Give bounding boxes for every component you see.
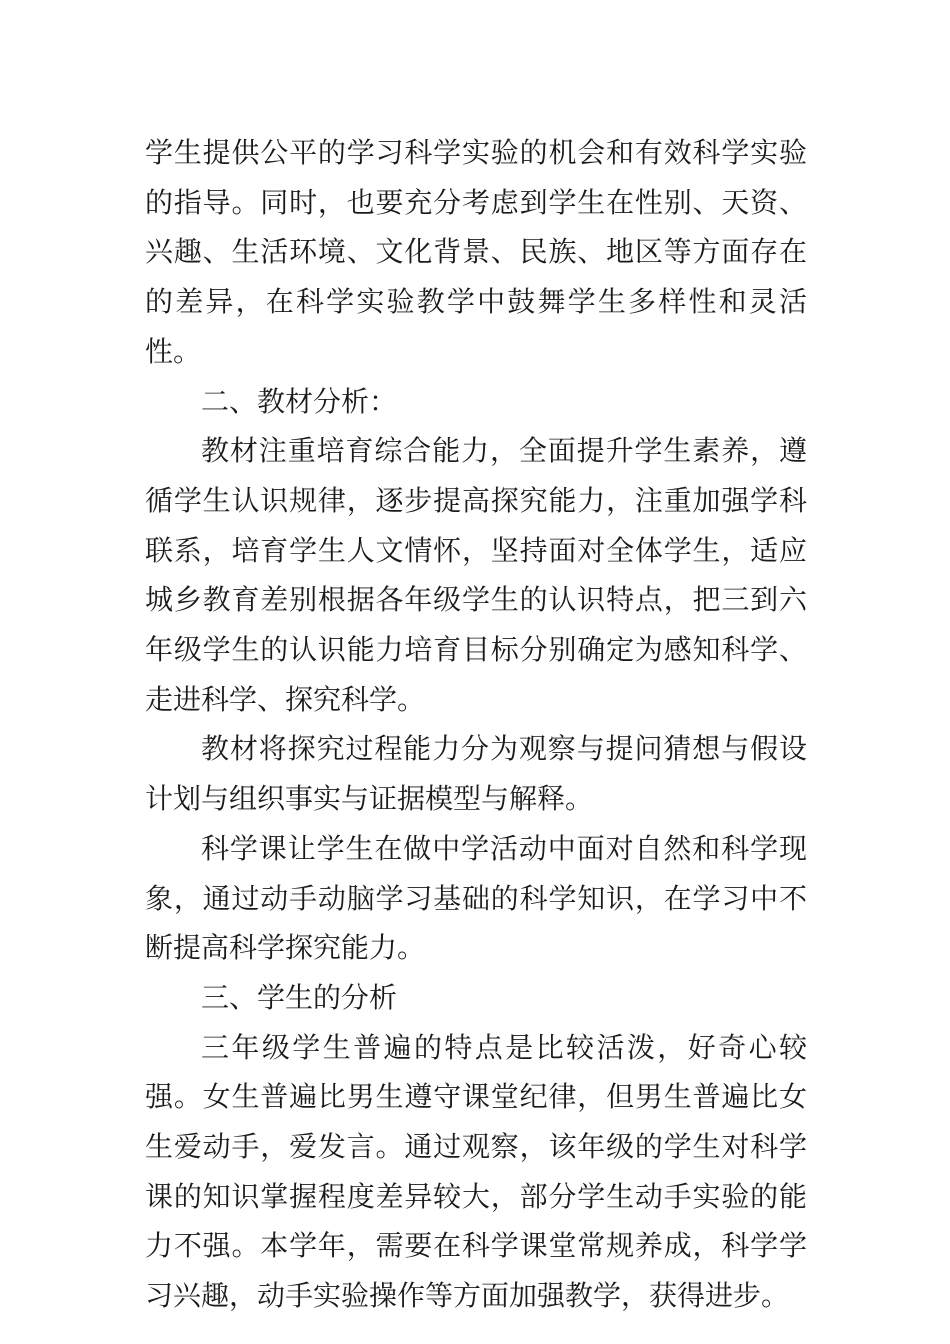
paragraph-science-class: 科学课让学生在做中学活动中面对自然和科学现象，通过动手动脑学习基础的科学知识，在学习中不断提高科学探究能力。 <box>145 831 807 965</box>
document-body <box>145 128 807 1321</box>
paragraph-textbook-focus: 教材注重培育综合能力，全面提升学生素养，遵循学生认识规律，逐步提高探究能力，注重加强学科联系，培育学生人文情怀，坚持面对全体学生，适应城乡教育差别根据各年级学生的认识特点，把三到六年级学生的认识能力培育目标分别确定为感知科学、走进科学、探究科学。 <box>145 434 807 716</box>
paragraph-inquiry-abilities: 教材将探究过程能力分为观察与提问猜想与假设计划与组织事实与证据模型与解释。 <box>145 732 807 816</box>
section-heading-textbook-analysis: 二、教材分析： <box>201 384 398 418</box>
paragraph-student-traits: 三年级学生普遍的特点是比较活泼，好奇心较强。女生普遍比男生遵守课堂纪律，但男生普遍比女生爱动手，爱发言。通过观察，该年级的学生对科学课的知识掌握程度差异较大，部分学生动手实验的能力不强。本学年，需要在科学课堂常规养成，科学学习兴趣，动手实验操作等方面加强教学，获得进步。 <box>145 1030 807 1313</box>
paragraph-continued: 学生提供公平的学习科学实验的机会和有效科学实验的指导。同时，也要充分考虑到学生在性别、天资、兴趣、生活环境、文化背景、民族、地区等方面存在的差异，在科学实验教学中鼓舞学生多样性和灵活性。 <box>145 136 807 368</box>
section-heading-student-analysis: 三、学生的分析 <box>201 980 398 1014</box>
